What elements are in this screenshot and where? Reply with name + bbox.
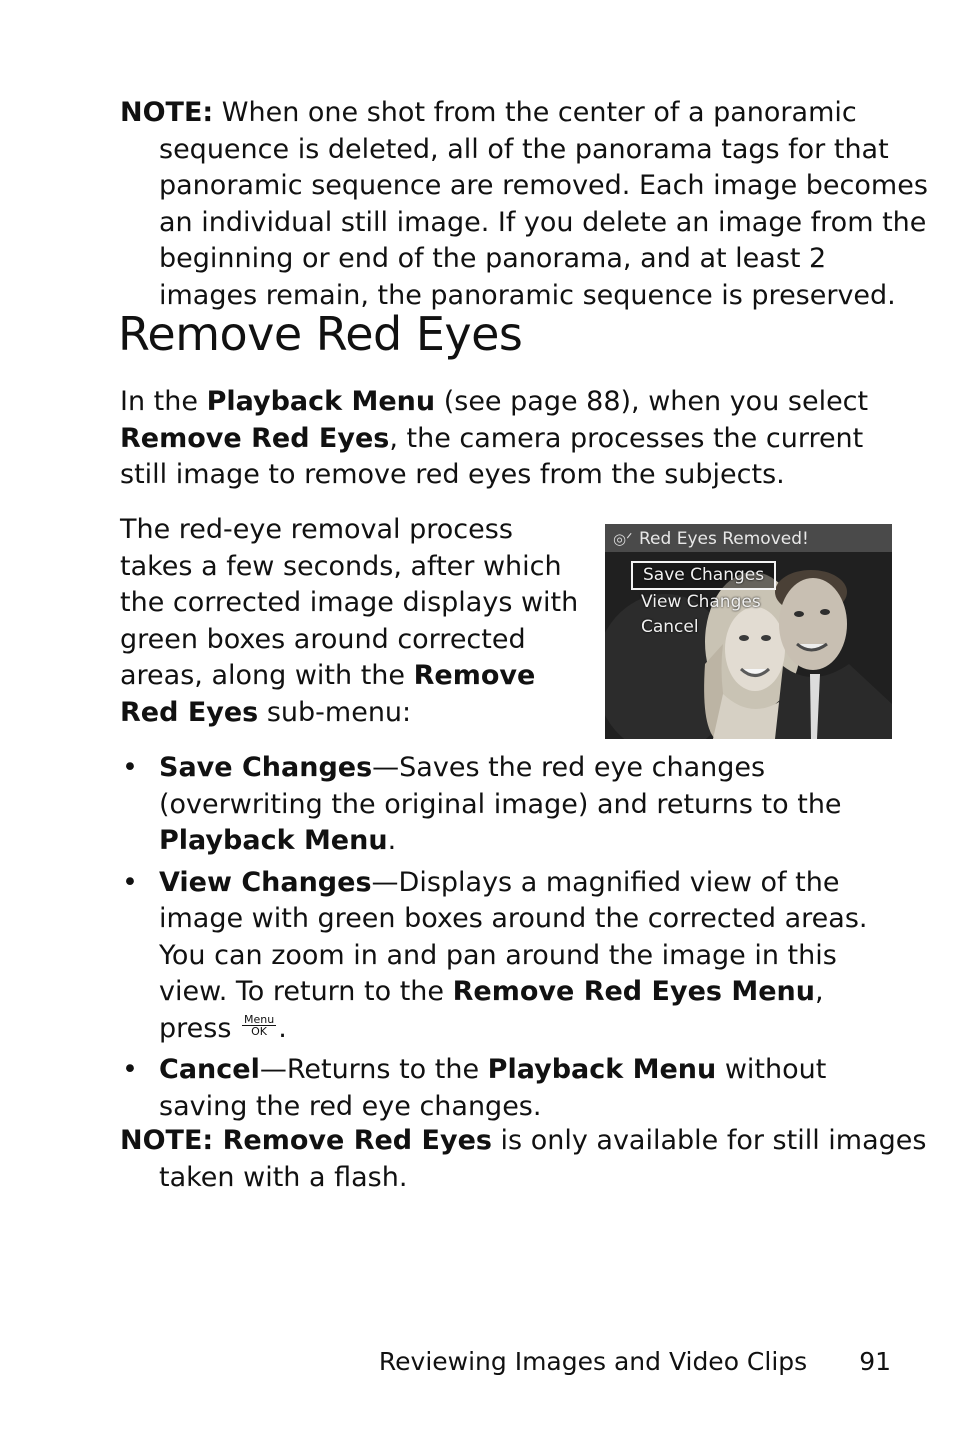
note-flash-only <box>120 1123 929 1196</box>
menu-item-save-changes[interactable]: Save Changes <box>631 561 776 590</box>
text-run: , the camera processes the current still image to remove red eyes from the subjects. <box>120 422 864 490</box>
page-footer <box>379 1346 891 1378</box>
intro-paragraph <box>120 384 890 494</box>
text-run: , press <box>159 976 824 1044</box>
bold-run: View Changes <box>159 866 372 898</box>
list-item-save-changes <box>120 750 890 860</box>
note-label: NOTE: <box>120 97 214 128</box>
section-heading: Remove Red Eyes <box>118 307 523 361</box>
text-run: is only available for still images taken with a flash. <box>159 1125 927 1193</box>
text-run: —Returns to the <box>259 1054 488 1085</box>
remove-red-eyes-submenu <box>631 561 776 640</box>
text-run: In the <box>120 386 207 417</box>
page-number: 91 <box>859 1347 891 1376</box>
process-paragraph <box>120 512 590 731</box>
camera-screen-photo <box>605 524 892 739</box>
bold-run: Save Changes <box>159 752 373 783</box>
bold-run: Playback Menu <box>206 386 436 417</box>
bullet-icon: • <box>122 866 138 898</box>
bold-run: Remove Red Eyes <box>222 1125 492 1156</box>
text-run: without saving the red eye changes. <box>159 1054 827 1122</box>
bold-run: Remove Red Eyes Menu <box>452 976 815 1007</box>
screen-title-text: Red Eyes Removed! <box>639 529 809 549</box>
text-run: —Saves the red eye changes (overwriting the original image) and returns to the <box>159 752 842 820</box>
bullet-icon: • <box>122 1054 138 1085</box>
menu-item-cancel[interactable]: Cancel <box>641 617 699 637</box>
footer-section-title: Reviewing Images and Video Clips <box>378 1347 808 1376</box>
note-text: When one shot from the center of a panoramic sequence is deleted, all of the panorama tags for that panoramic sequence are removed. Each image becomes an individual still image. If you delete an image from the beginning or end of the panorama, and at least 2 images remain, the panoramic sequence is preserved. <box>159 97 928 311</box>
text-run: sub-menu: <box>258 696 412 728</box>
submenu-options-list <box>120 750 890 1130</box>
bold-run: Playback Menu <box>487 1054 717 1085</box>
icon-label-ok: OK <box>251 1024 268 1038</box>
text-run: . <box>278 1012 287 1044</box>
bold-run: Cancel <box>159 1054 260 1085</box>
list-item-view-changes <box>120 865 890 1048</box>
menu-item-view-changes[interactable]: View Changes <box>641 592 761 612</box>
icon-label-menu: Menu <box>243 1012 275 1026</box>
text-run: —Displays a magnified view of the image with green boxes around the corrected areas. You can zoom in and pan around the image in this view. To return to the <box>159 866 868 1007</box>
text-run: . <box>387 825 397 856</box>
text-run: (see page 88), when you select <box>435 386 869 417</box>
menu-ok-button-icon <box>242 1014 276 1037</box>
screen-title <box>613 528 809 550</box>
bold-run: Playback Menu <box>159 825 388 856</box>
bullet-icon: • <box>122 752 138 783</box>
red-eye-icon: ◎ᐟ <box>613 530 633 548</box>
note-label: NOTE: <box>120 1125 223 1156</box>
bold-run: Remove Red Eyes <box>120 422 390 454</box>
bold-run: Remove Red Eyes <box>120 660 536 728</box>
note-panorama <box>120 95 929 314</box>
text-run: The red-eye removal process takes a few seconds, after which the corrected image displays with green boxes around corrected areas, along with the <box>120 514 579 691</box>
list-item-cancel <box>120 1052 890 1125</box>
